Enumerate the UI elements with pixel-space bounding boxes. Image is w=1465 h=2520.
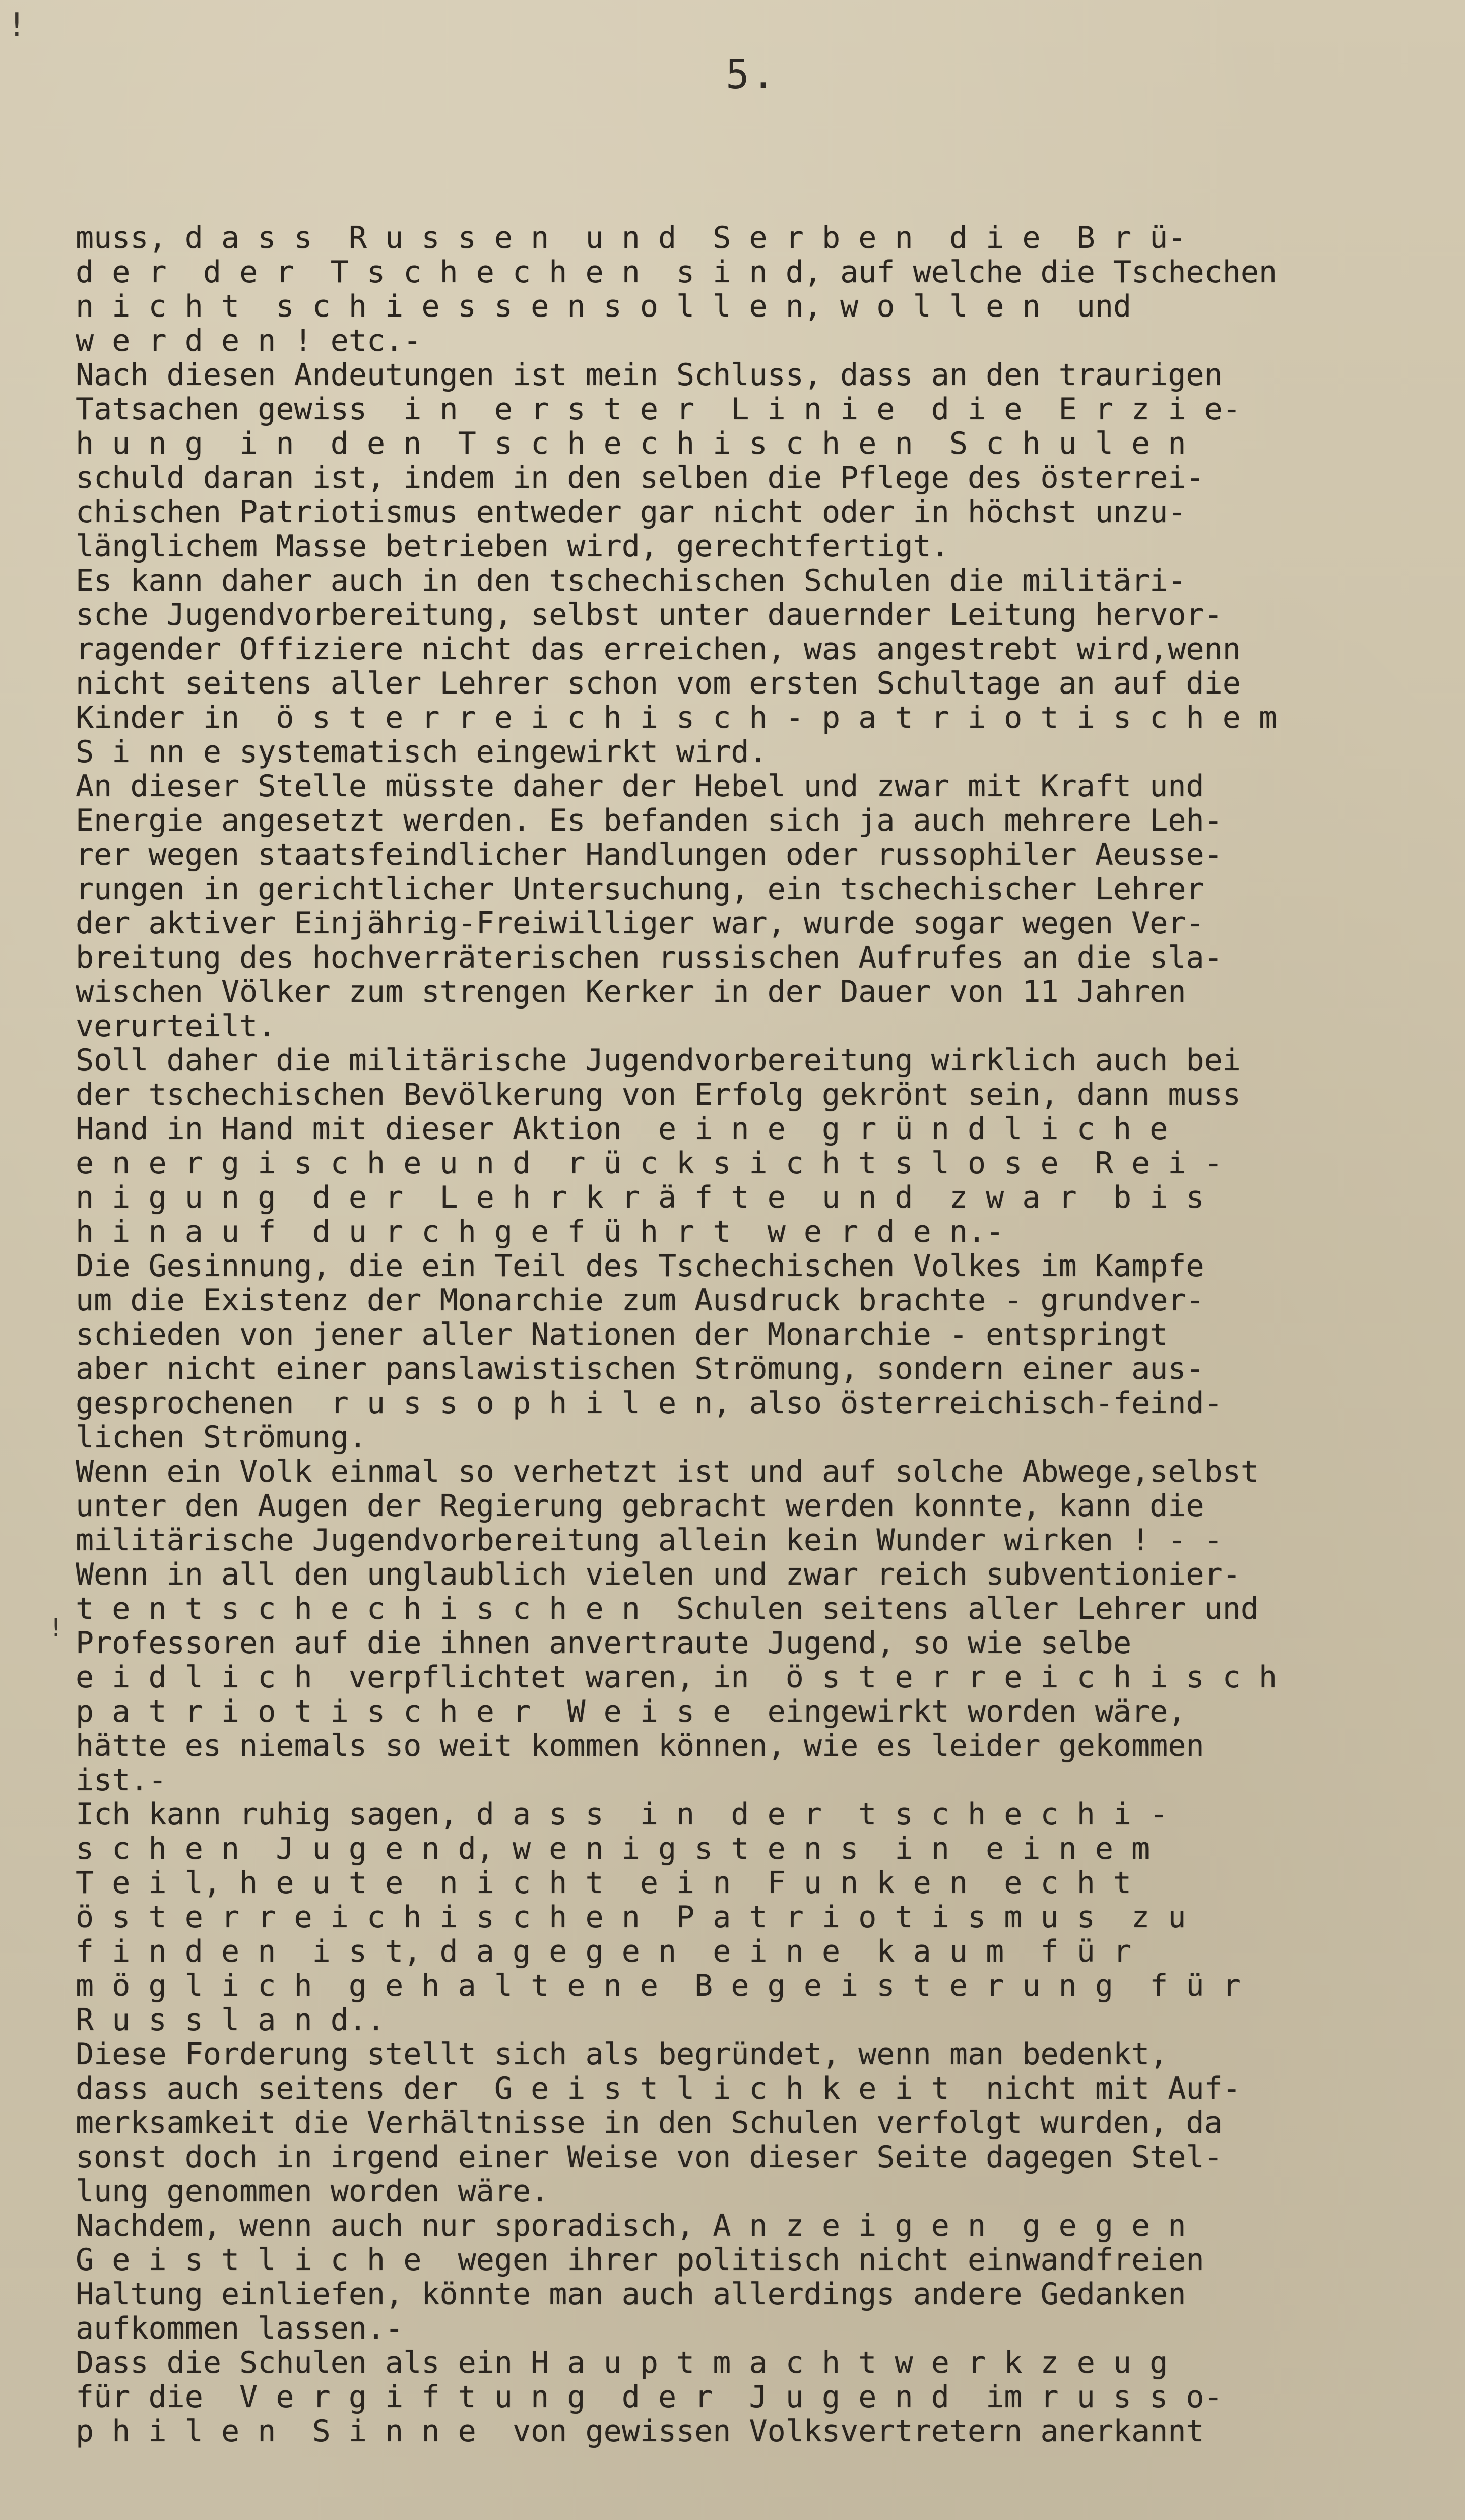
text-line: f i n d e n i s t, d a g e g e n e i n e k a u m f ü r <box>76 1934 1132 1969</box>
text-line: Es kann daher auch in den tschechischen Schulen die militäri- <box>76 563 1186 598</box>
text-line: wischen Völker zum strengen Kerker in der Dauer von 11 Jahren <box>76 975 1186 1009</box>
text-line: länglichem Masse betrieben wird, gerechtfertigt. <box>76 529 949 563</box>
text-line: Haltung einliefen, könnte man auch allerdings andere Gedanken <box>76 2277 1186 2311</box>
text-line: e n e r g i s c h e u n d r ü c k s i c h t s l o s e R e i - <box>76 1146 1223 1180</box>
text-line: gesprochenen r u s s o p h i l e n, also österreichisch-feind- <box>76 1386 1223 1420</box>
text-line: militärische Jugendvorbereitung allein kein Wunder wirken ! - - <box>76 1523 1223 1557</box>
text-line: ö s t e r r e i c h i s c h e n P a t r i o t i s m u s z u <box>76 1900 1186 1934</box>
text-line: für die V e r g i f t u n g d e r J u g e n d im r u s s o- <box>76 2380 1223 2414</box>
text-line: sche Jugendvorbereitung, selbst unter dauernder Leitung hervor- <box>76 598 1223 632</box>
text-line: unter den Augen der Regierung gebracht werden konnte, kann die <box>76 1489 1204 1523</box>
text-line: n i g u n g d e r L e h r k r ä f t e u n d z w a r b i s <box>76 1180 1204 1215</box>
text-line: breitung des hochverräterischen russischen Aufrufes an die sla- <box>76 940 1223 975</box>
text-line: s c h e n J u g e n d, w e n i g s t e n s i n e i n e m <box>76 1832 1150 1866</box>
margin-mark-top: ! <box>7 7 27 44</box>
text-line: n i c h t s c h i e s s e n s o l l e n, w o l l e n und <box>76 289 1132 324</box>
page-number: 5. <box>726 52 777 98</box>
text-line: rungen in gerichtlicher Untersuchung, ein tschechischer Lehrer <box>76 872 1204 906</box>
text-line: ist.- <box>76 1763 167 1797</box>
text-line: p a t r i o t i s c h e r W e i s e eingewirkt worden wäre, <box>76 1694 1186 1729</box>
text-line: rer wegen staatsfeindlicher Handlungen oder russophiler Aeusse- <box>76 838 1223 872</box>
text-line: h u n g i n d e n T s c h e c h i s c h e n S c h u l e n <box>76 426 1186 461</box>
text-line: An dieser Stelle müsste daher der Hebel und zwar mit Kraft und <box>76 769 1204 803</box>
text-line: S i nn e systematisch eingewirkt wird. <box>76 735 768 769</box>
text-line: merksamkeit die Verhältnisse in den Schulen verfolgt wurden, da <box>76 2106 1223 2140</box>
text-line: um die Existenz der Monarchie zum Ausdruck brachte - grundver- <box>76 1283 1204 1317</box>
text-line: T e i l, h e u t e n i c h t e i n F u n k e n e c h t <box>76 1866 1132 1900</box>
text-line: lung genommen worden wäre. <box>76 2174 549 2209</box>
typewritten-text-body <box>76 221 1411 2448</box>
text-line: dass auch seitens der G e i s t l i c h k e i t nicht mit Auf- <box>76 2071 1241 2106</box>
text-line: h i n a u f d u r c h g e f ü h r t w e r d e n.- <box>76 1215 1004 1249</box>
text-line: Professoren auf die ihnen anvertraute Jugend, so wie selbe <box>76 1626 1132 1660</box>
text-line: Die Gesinnung, die ein Teil des Tschechischen Volkes im Kampfe <box>76 1249 1204 1283</box>
text-line: m ö g l i c h g e h a l t e n e B e g e i s t e r u n g f ü r <box>76 1969 1241 2003</box>
text-line: Energie angesetzt werden. Es befanden sich ja auch mehrere Leh- <box>76 803 1223 838</box>
text-line: Tatsachen gewiss i n e r s t e r L i n i e d i e E r z i e- <box>76 392 1241 426</box>
text-line: Nachdem, wenn auch nur sporadisch, A n z e i g e n g e g e n <box>76 2209 1186 2243</box>
text-line: Wenn in all den unglaublich vielen und zwar reich subventionier- <box>76 1557 1241 1592</box>
text-line: Soll daher die militärische Jugendvorbereitung wirklich auch bei <box>76 1043 1241 1078</box>
text-line: Dass die Schulen als ein H a u p t m a c h t w e r k z e u g <box>76 2346 1168 2380</box>
text-line: aufkommen lassen.- <box>76 2311 404 2346</box>
text-line: p h i l e n S i n n e von gewissen Volksvertretern anerkannt <box>76 2414 1204 2448</box>
text-line: ragender Offiziere nicht das erreichen, was angestrebt wird,wenn <box>76 632 1241 666</box>
text-line: Diese Forderung stellt sich als begründet, wenn man bedenkt, <box>76 2037 1168 2071</box>
text-line: Wenn ein Volk einmal so verhetzt ist und auf solche Abwege,selbst <box>76 1455 1259 1489</box>
text-line: G e i s t l i c h e wegen ihrer politisch nicht einwandfreien <box>76 2243 1204 2277</box>
text-line: muss, d a s s R u s s e n u n d S e r b e n d i e B r ü- <box>76 221 1186 255</box>
text-line: aber nicht einer panslawistischen Strömung, sondern einer aus- <box>76 1352 1204 1386</box>
text-line: sonst doch in irgend einer Weise von dieser Seite dagegen Stel- <box>76 2140 1223 2174</box>
text-line: nicht seitens aller Lehrer schon vom ersten Schultage an auf die <box>76 666 1241 701</box>
text-line: Kinder in ö s t e r r e i c h i s c h - p a t r i o t i s c h e m <box>76 701 1278 735</box>
text-line: der tschechischen Bevölkerung von Erfolg gekrönt sein, dann muss <box>76 1078 1241 1112</box>
text-line: Ich kann ruhig sagen, d a s s i n d e r t s c h e c h i - <box>76 1797 1168 1832</box>
text-line: schieden von jener aller Nationen der Monarchie - entspringt <box>76 1317 1168 1352</box>
text-line: Nach diesen Andeutungen ist mein Schluss, dass an den traurigen <box>76 358 1223 392</box>
text-line: schuld daran ist, indem in den selben die Pflege des österrei- <box>76 461 1204 495</box>
text-line: der aktiver Einjährig-Freiwilliger war, wurde sogar wegen Ver- <box>76 906 1204 940</box>
text-line: hätte es niemals so weit kommen können, wie es leider gekommen <box>76 1729 1204 1763</box>
text-line: lichen Strömung. <box>76 1420 367 1455</box>
margin-mark-middle: ! <box>48 1613 64 1643</box>
text-line: verurteilt. <box>76 1009 276 1043</box>
text-line: w e r d e n ! etc.- <box>76 324 422 358</box>
text-line: t e n t s c h e c h i s c h e n Schulen seitens aller Lehrer und <box>76 1592 1259 1626</box>
text-line: e i d l i c h verpflichtet waren, in ö s t e r r e i c h i s c h <box>76 1660 1278 1694</box>
text-line: Hand in Hand mit dieser Aktion e i n e g r ü n d l i c h e <box>76 1112 1168 1146</box>
text-line: R u s s l a n d.. <box>76 2003 386 2037</box>
text-line: chischen Patriotismus entweder gar nicht oder in höchst unzu- <box>76 495 1186 529</box>
text-line: d e r d e r T s c h e c h e n s i n d, auf welche die Tschechen <box>76 255 1278 289</box>
